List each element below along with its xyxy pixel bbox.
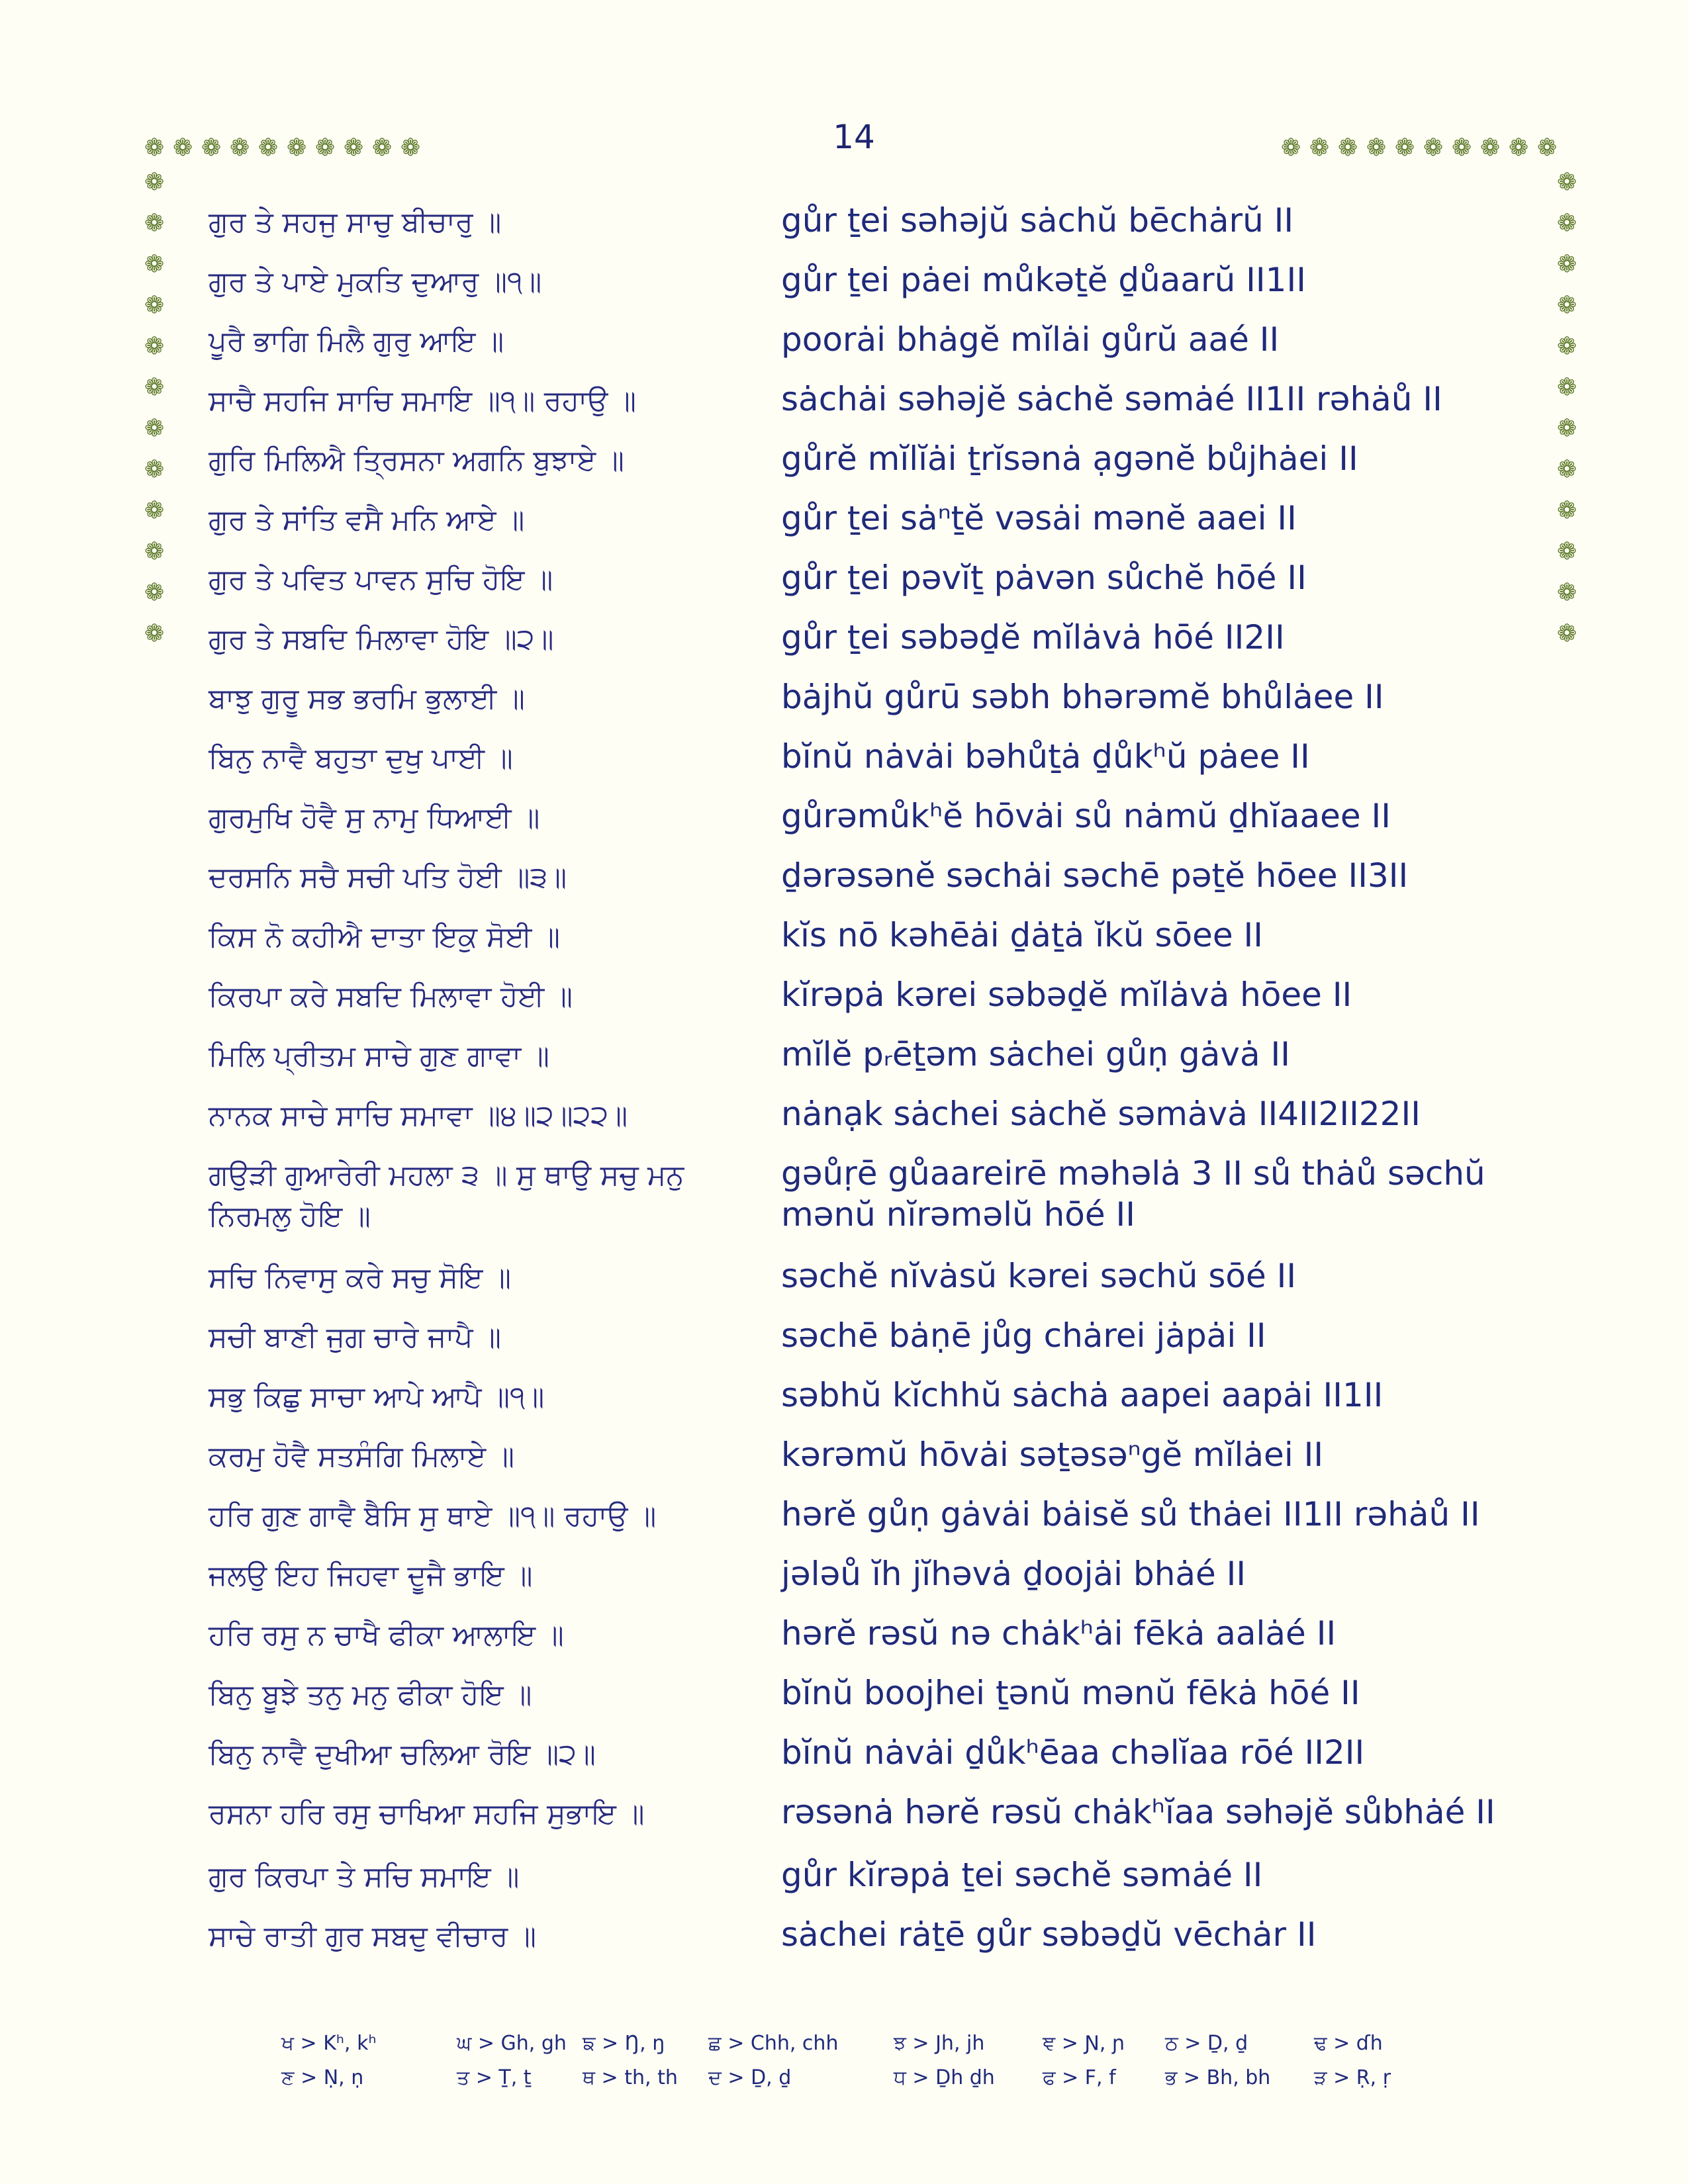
gurmukhi-line: ਗੁਰਮੁਖਿ ਹੋਵੈ ਸੁ ਨਾਮੁ ਧਿਆਈ ॥	[209, 801, 540, 835]
gurmukhi-line: ਬਾਝੁ ਗੁਰੂ ਸਭ ਭਰਮਿ ਭੁਲਾਈ ॥	[209, 682, 525, 715]
flower-ornament-icon: ❁	[1557, 374, 1577, 401]
gurmukhi-line: ਸਾਚੇ ਰਾਤੀ ਗੁਰ ਸਬਦੁ ਵੀਚਾਰ ॥	[209, 1920, 536, 1953]
gurmukhi-line: ਗੁਰ ਤੇ ਪਵਿਤ ਪਾਵਨ ਸੁਚਿ ਹੋਇ ॥	[209, 563, 553, 596]
transliteration-line: gůrĕ mĭlĭȧi ṯrĭsənȧ ạgənĕ bůjhȧei II	[781, 439, 1358, 478]
transliteration-line: mĭlĕ pᵣēṯəm sȧchei gůṇ gȧvȧ II	[781, 1035, 1290, 1073]
gurmukhi-line: ਗੁਰ ਤੇ ਸਬਦਿ ਮਿਲਾਵਾ ਹੋਇ ॥੨॥	[209, 623, 554, 656]
gurmukhi-line: ਮਿਲਿ ਪ੍ਰੀਤਮ ਸਾਚੇ ਗੁਣ ਗਾਵਾ ॥	[209, 1040, 549, 1073]
flower-ornament-icon: ❁	[258, 134, 279, 161]
transliteration-line: gůrəmůkʰĕ hōvȧi sů nȧmŭ ḏhĭaaee II	[781, 797, 1391, 835]
legend-entry: ਫ > F, f	[1043, 2066, 1116, 2089]
transliteration-line: gůr kĭrəpȧ ṯei səchĕ səmȧé II	[781, 1856, 1263, 1894]
legend-entry: ਦ > Ḏ, ḏ	[708, 2066, 792, 2089]
gurmukhi-line-continuation: ਨਿਰਮਲੁ ਹੋਇ ॥	[209, 1200, 371, 1233]
transliteration-line: gůr ṯei səhəjŭ sȧchŭ bēchȧrŭ II	[781, 201, 1294, 240]
flower-ornament-icon: ❁	[1281, 134, 1301, 161]
transliteration-line: kərəmŭ hōvȧi səṯəsəⁿgĕ mĭlȧei II	[781, 1435, 1324, 1474]
gurmukhi-line: ਨਾਨਕ ਸਾਚੇ ਸਾਚਿ ਸਮਾਵਾ ॥੪॥੨॥੨੨॥	[209, 1099, 628, 1132]
flower-ornament-icon: ❁	[144, 169, 165, 196]
transliteration-line: sȧchei rȧṯē gůr səbəḏŭ vēchȧr II	[781, 1915, 1317, 1954]
flower-ornament-icon: ❁	[372, 134, 393, 161]
flower-ornament-icon: ❁	[144, 456, 165, 483]
transliteration-line: bȧjhŭ gůrū səbh bhərəmĕ bhůlȧee II	[781, 678, 1384, 716]
flower-ornament-icon: ❁	[1557, 538, 1577, 565]
gurmukhi-line: ਗਉੜੀ ਗੁਆਰੇਰੀ ਮਹਲਾ ੩ ॥ ਸੁ ਥਾਉ ਸਚੁ ਮਨੁ	[209, 1159, 684, 1192]
flower-ornament-icon: ❁	[1557, 497, 1577, 524]
transliteration-line: sȧchȧi səhəjĕ sȧchĕ səmȧé II1II rəhȧů II	[781, 380, 1442, 418]
transliteration-line: nȧnạk sȧchei sȧchĕ səmȧvȧ II4II2II22II	[781, 1095, 1421, 1133]
transliteration-line: bĭnŭ nȧvȧi ḏůkʰēaa chəlĭaa rōé II2II	[781, 1733, 1365, 1772]
legend-entry: ਥ > th, th	[583, 2066, 678, 2089]
transliteration-line: səbhŭ kĭchhŭ sȧchȧ aapei aapȧi II1II	[781, 1376, 1383, 1414]
transliteration-line-continuation: mənŭ nĭrəməlŭ hōé II	[781, 1195, 1136, 1234]
transliteration-line: hərĕ gůṇ gȧvȧi bȧisĕ sů thȧei II1II rəhȧů II	[781, 1495, 1480, 1533]
flower-ornament-icon: ❁	[1395, 134, 1415, 161]
gurmukhi-line: ਗੁਰ ਕਿਰਪਾ ਤੇ ਸਚਿ ਸਮਾਇ ॥	[209, 1860, 520, 1893]
gurmukhi-line: ਰਸਨਾ ਹਰਿ ਰਸੁ ਚਾਖਿਆ ਸਹਜਿ ਸੁਭਾਇ ॥	[209, 1797, 645, 1831]
transliteration-line: poorȧi bhȧgĕ mĭlȧi gůrŭ aaé II	[781, 320, 1280, 359]
flower-ornament-icon: ❁	[201, 134, 222, 161]
gurmukhi-line: ਗੁਰ ਤੇ ਸਾਂਤਿ ਵਸੈ ਮਨਿ ਆਏ ॥	[209, 504, 525, 537]
flower-ornament-icon: ❁	[1557, 210, 1577, 237]
gurmukhi-line: ਸਚਿ ਨਿਵਾਸੁ ਕਰੇ ਸਚੁ ਸੋਇ ॥	[209, 1261, 511, 1295]
flower-ornament-icon: ❁	[144, 579, 165, 606]
flower-ornament-icon: ❁	[1452, 134, 1472, 161]
gurmukhi-line: ਕਿਰਪਾ ਕਰੇ ਸਬਦਿ ਮਿਲਾਵਾ ਹੋਈ ॥	[209, 980, 573, 1013]
flower-ornament-icon: ❁	[144, 251, 165, 278]
gurmukhi-line: ਕਰਮੁ ਹੋਵੈ ਸਤਸੰਗਿ ਮਿਲਾਏ ॥	[209, 1440, 514, 1473]
flower-ornament-icon: ❁	[1366, 134, 1387, 161]
legend-entry: ਞ > Ɲ, ɲ	[1043, 2032, 1125, 2055]
transliteration-line: kĭs nō kəhēȧi ḏȧṯȧ ĭkŭ sōee II	[781, 916, 1264, 954]
flower-ornament-icon: ❁	[1537, 134, 1558, 161]
flower-ornament-icon: ❁	[1557, 579, 1577, 606]
transliteration-line: hərĕ rəsŭ nə chȧkʰȧi fēkȧ aalȧé II	[781, 1614, 1336, 1653]
transliteration-line: gəůṛē gůaareirē məhəlȧ 3 II sů thȧů səchŭ	[781, 1154, 1485, 1193]
flower-ornament-icon: ❁	[1557, 456, 1577, 483]
legend-entry: ਛ > Chh, chh	[708, 2032, 839, 2055]
transliteration-line: gůr ṯei pȧei můkəṯĕ ḏůaarŭ II1II	[781, 261, 1306, 299]
gurmukhi-line: ਸਭੁ ਕਿਛੁ ਸਾਚਾ ਆਪੇ ਆਪੈ ॥੧॥	[209, 1381, 545, 1414]
flower-ornament-icon: ❁	[1557, 415, 1577, 442]
gurmukhi-line: ਬਿਨੁ ਨਾਵੈ ਬਹੁਤਾ ਦੁਖੁ ਪਾਈ ॥	[209, 742, 513, 775]
transliteration-line: səchĕ nĭvȧsŭ kərei səchŭ sōé II	[781, 1257, 1297, 1295]
flower-ornament-icon: ❁	[315, 134, 336, 161]
flower-ornament-icon: ❁	[1338, 134, 1358, 161]
flower-ornament-icon: ❁	[287, 134, 307, 161]
flower-ornament-icon: ❁	[230, 134, 250, 161]
transliteration-line: bĭnŭ boojhei ṯənŭ mənŭ fēkȧ hōé II	[781, 1674, 1360, 1712]
gurmukhi-line: ਹਰਿ ਗੁਣ ਗਾਵੈ ਬੈਸਿ ਸੁ ਥਾਏ ॥੧॥ ਰਹਾਉ ॥	[209, 1500, 657, 1533]
page-number: 14	[833, 118, 875, 156]
flower-ornament-icon: ❁	[144, 374, 165, 401]
legend-entry: ਣ > Ṇ, ṇ	[281, 2066, 364, 2089]
legend-entry: ਠ > Ḏ, ḏ	[1165, 2032, 1248, 2055]
flower-ornament-icon: ❁	[1309, 134, 1330, 161]
transliteration-line: səchē bȧṇē jůg chȧrei jȧpȧi II	[781, 1316, 1266, 1355]
legend-entry: ੜ > Ṛ, ṛ	[1314, 2066, 1391, 2089]
flower-ornament-icon: ❁	[1557, 292, 1577, 319]
flower-ornament-icon: ❁	[1480, 134, 1501, 161]
gurmukhi-line: ਗੁਰਿ ਮਿਲਿਐ ਤ੍ਰਿਸਨਾ ਅਗਨਿ ਬੁਝਾਏ ॥	[209, 444, 624, 477]
flower-ornament-icon: ❁	[144, 538, 165, 565]
gurmukhi-line: ਦਰਸਨਿ ਸਚੈ ਸਚੀ ਪਤਿ ਹੋਈ ॥੩॥	[209, 861, 567, 894]
flower-ornament-icon: ❁	[144, 333, 165, 360]
gurmukhi-line: ਗੁਰ ਤੇ ਸਹਜੁ ਸਾਚੁ ਬੀਚਾਰੁ ॥	[209, 206, 502, 239]
legend-entry: ਢ > ɗh	[1314, 2032, 1383, 2055]
flower-ornament-icon: ❁	[1509, 134, 1529, 161]
flower-ornament-icon: ❁	[144, 620, 165, 647]
flower-ornament-icon: ❁	[1557, 620, 1577, 647]
gurmukhi-line: ਗੁਰ ਤੇ ਪਾਏ ਮੁਕਤਿ ਦੁਆਰੁ ॥੧॥	[209, 265, 542, 298]
flower-ornament-icon: ❁	[144, 134, 165, 161]
gurmukhi-line: ਸਚੀ ਬਾਣੀ ਜੁਗ ਚਾਰੇ ਜਾਪੈ ॥	[209, 1321, 502, 1354]
flower-ornament-icon: ❁	[144, 497, 165, 524]
legend-entry: ਙ > Ŋ, ŋ	[583, 2032, 665, 2055]
gurmukhi-line: ਬਿਨੁ ਨਾਵੈ ਦੁਖੀਆ ਚਲਿਆ ਰੋਇ ॥੨॥	[209, 1738, 596, 1771]
flower-ornament-icon: ❁	[400, 134, 421, 161]
flower-ornament-icon: ❁	[144, 415, 165, 442]
legend-entry: ਘ > Gh, gh	[457, 2032, 567, 2055]
legend-entry: ਖ > Kʰ, kʰ	[281, 2032, 377, 2055]
legend-entry: ਤ > Ṯ, ṯ	[457, 2066, 532, 2089]
flower-ornament-icon: ❁	[144, 292, 165, 319]
flower-ornament-icon: ❁	[144, 210, 165, 237]
flower-ornament-icon: ❁	[1557, 333, 1577, 360]
flower-ornament-icon: ❁	[344, 134, 364, 161]
gurmukhi-line: ਹਰਿ ਰਸੁ ਨ ਚਾਖੈ ਫੀਕਾ ਆਲਾਇ ॥	[209, 1619, 564, 1652]
transliteration-line: gůr ṯei səbəḏĕ mĭlȧvȧ hōé II2II	[781, 618, 1285, 657]
legend-entry: ਝ > Jh, jh	[894, 2032, 985, 2055]
transliteration-line: rəsənȧ hərĕ rəsŭ chȧkʰĭaa səhəjĕ sůbhȧé II	[781, 1793, 1495, 1831]
transliteration-line: gůr ṯei sȧⁿṯĕ vəsȧi mənĕ aaei II	[781, 499, 1297, 537]
gurmukhi-line: ਬਿਨੁ ਬੂਝੇ ਤਨੁ ਮਨੁ ਫੀਕਾ ਹੋਇ ॥	[209, 1678, 532, 1711]
legend-entry: ਭ > Bh, bh	[1165, 2066, 1271, 2089]
gurmukhi-line: ਪੂਰੈ ਭਾਗਿ ਮਿਲੈ ਗੁਰੁ ਆਇ ॥	[209, 325, 504, 358]
flower-ornament-icon: ❁	[1557, 251, 1577, 278]
gurmukhi-line: ਸਾਚੈ ਸਹਜਿ ਸਾਚਿ ਸਮਾਇ ॥੧॥ ਰਹਾਉ ॥	[209, 385, 636, 418]
transliteration-line: bĭnŭ nȧvȧi bəhůṯȧ ḏůkʰŭ pȧee II	[781, 737, 1310, 776]
transliteration-line: ḏərəsənĕ səchȧi səchē pəṯĕ hōee II3II	[781, 856, 1409, 895]
flower-ornament-icon: ❁	[173, 134, 193, 161]
flower-ornament-icon: ❁	[1557, 169, 1577, 196]
transliteration-line: kĭrəpȧ kərei səbəḏĕ mĭlȧvȧ hōee II	[781, 976, 1352, 1014]
transliteration-line: jələů ĭh jĭhəvȧ ḏoojȧi bhȧé II	[781, 1555, 1246, 1593]
transliteration-line: gůr ṯei pəvĭṯ pȧvən sůchĕ hōé II	[781, 559, 1307, 597]
gurmukhi-line: ਜਲਉ ਇਹ ਜਿਹਵਾ ਦੂਜੈ ਭਾਇ ॥	[209, 1559, 533, 1592]
flower-ornament-icon: ❁	[1423, 134, 1444, 161]
gurmukhi-line: ਕਿਸ ਨੋ ਕਹੀਐ ਦਾਤਾ ਇਕੁ ਸੋਈ ॥	[209, 921, 561, 954]
legend-entry: ਧ > Ḏh ḏh	[894, 2066, 995, 2089]
